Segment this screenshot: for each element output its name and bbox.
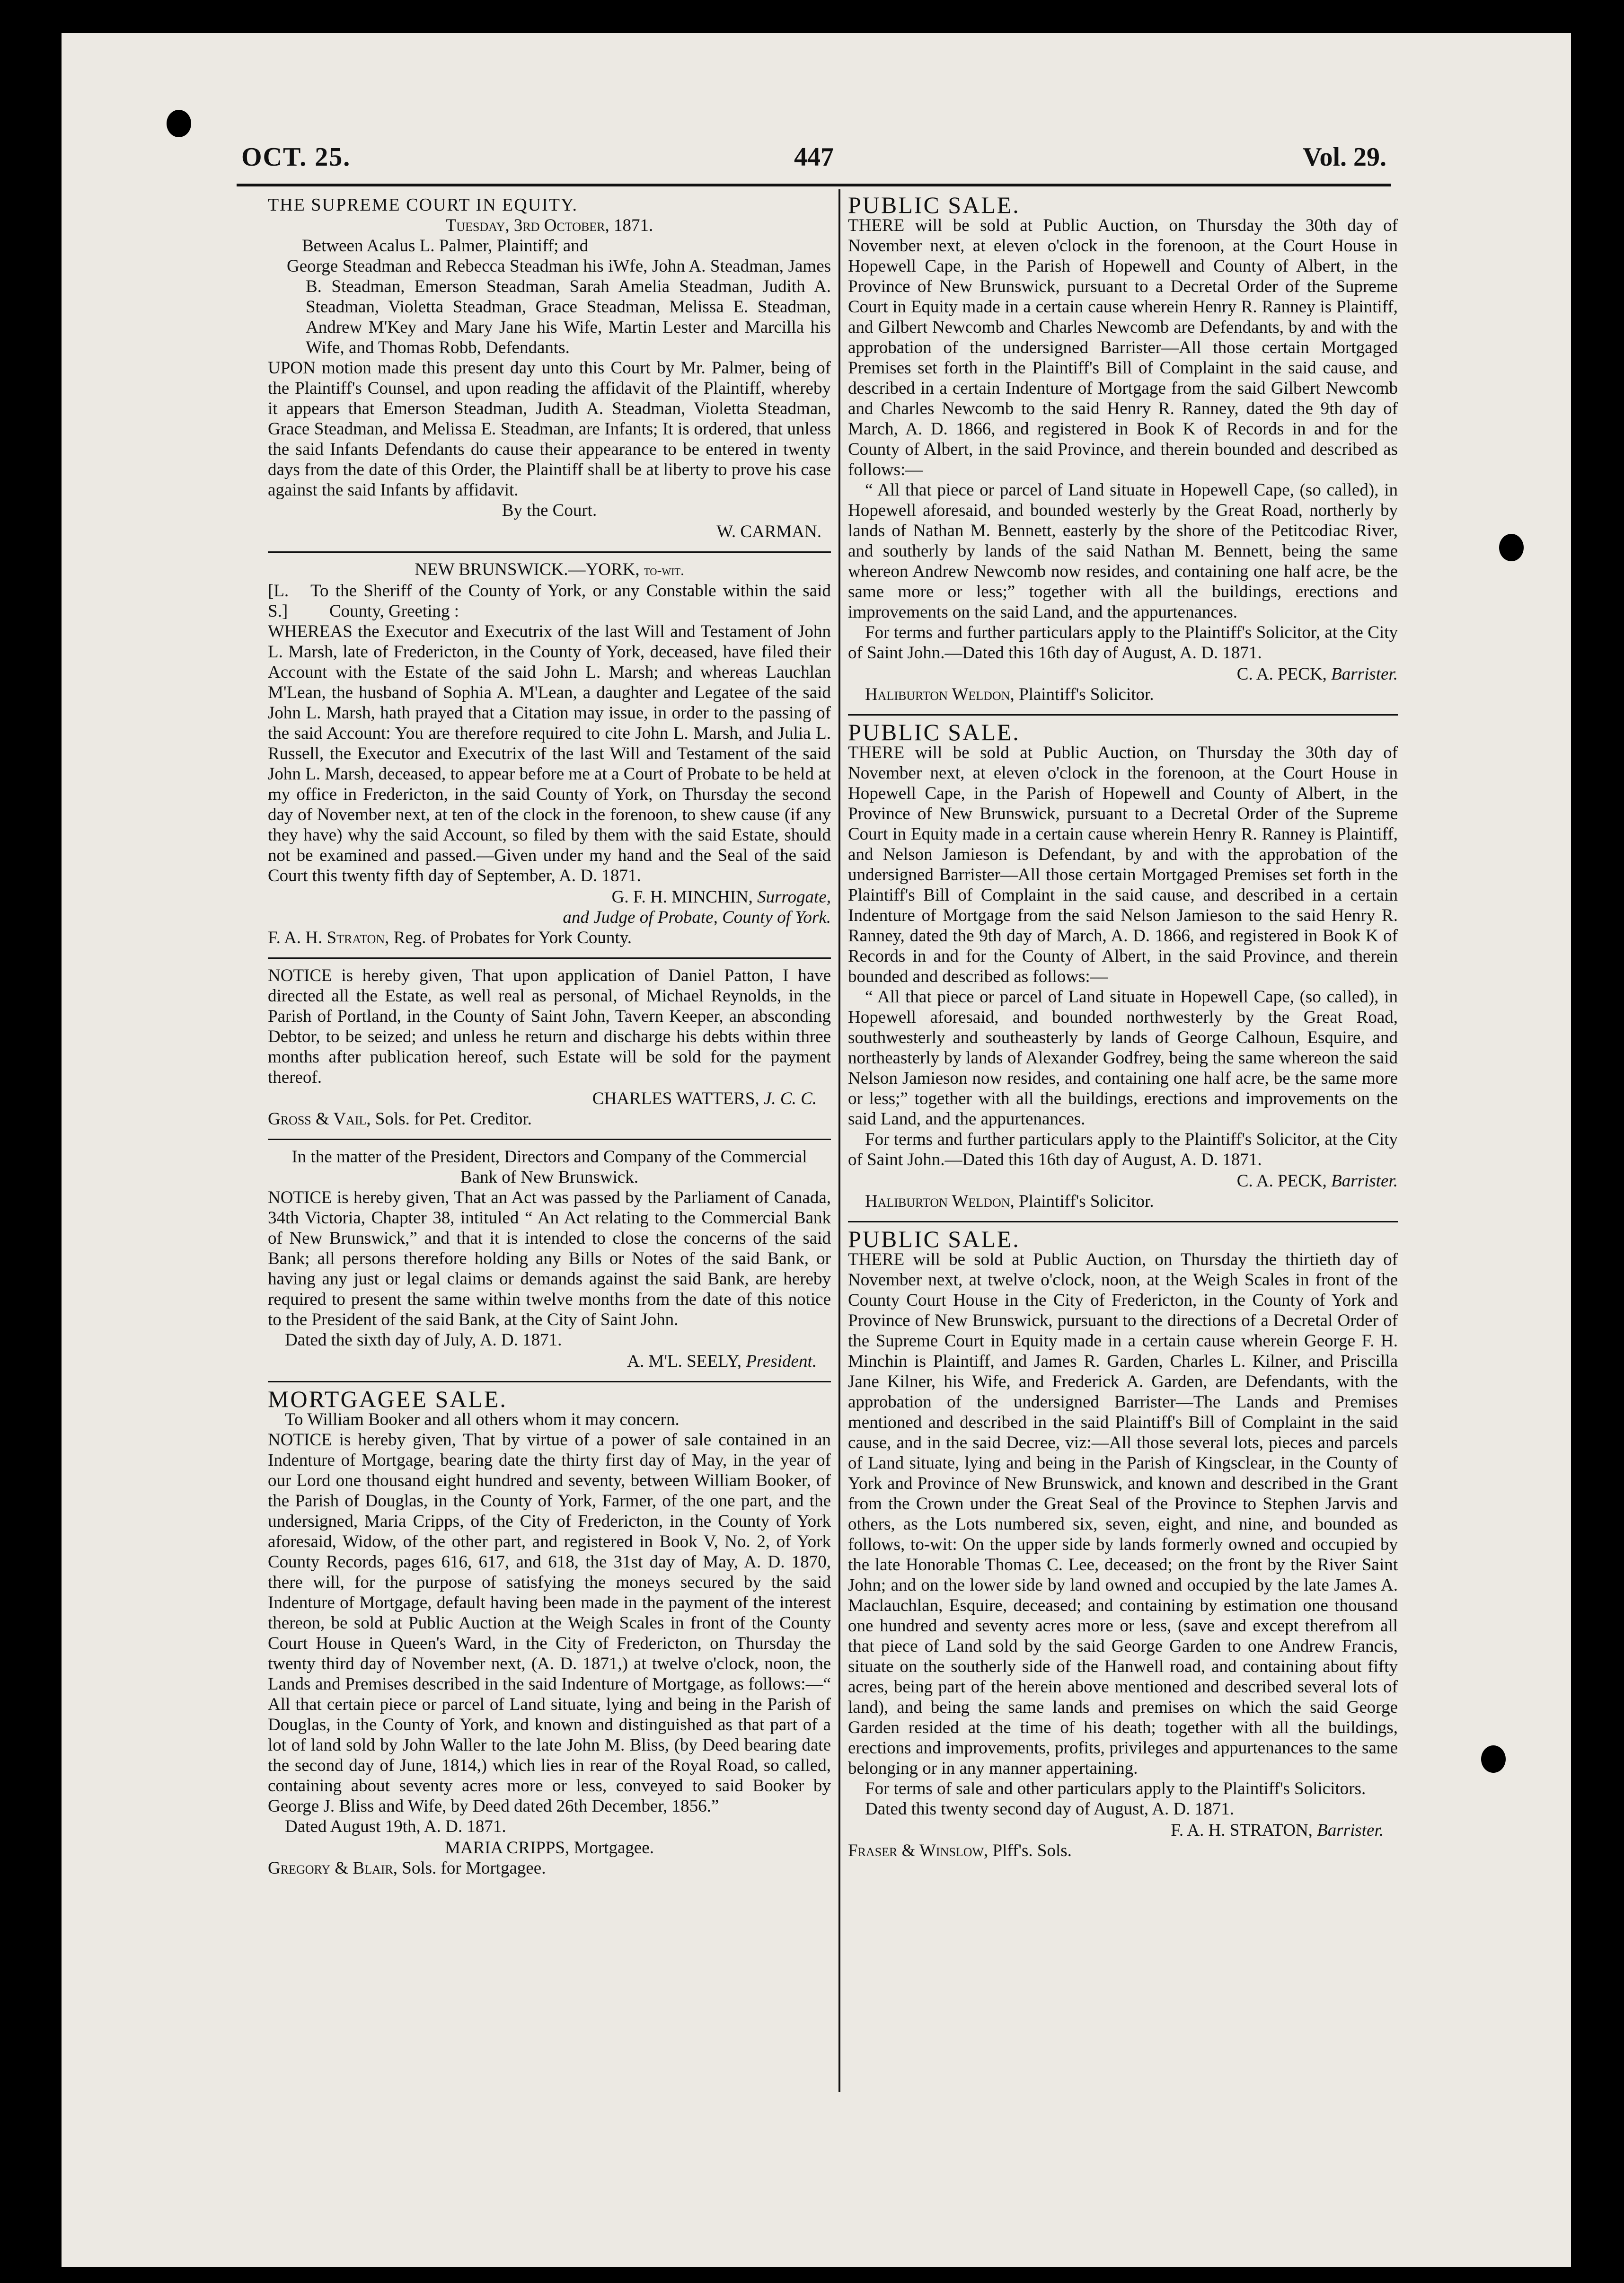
york-citation	[268, 559, 831, 948]
mortgagee-solicitors: Gregory & Blair, Sols. for Mortgagee.	[268, 1858, 546, 1878]
sale2-signer: C. A. PECK, Barrister.	[1236, 1171, 1398, 1191]
court-notice	[268, 195, 831, 542]
sale1-terms: For terms and further particulars apply to the Plaintiff's Solicitor, at the City of Saint John.—Dated this 16th day of August, A. D. 1871.	[848, 623, 1398, 663]
public-sale-1	[848, 192, 1398, 705]
seal-mark: [L. S.]	[268, 581, 289, 621]
divider	[268, 957, 831, 959]
sale2-terms: For terms and further particulars apply to the Plaintiff's Solicitor, at the City of Saint John.—Dated this 16th day of August, A. D. 1871.	[848, 1130, 1398, 1169]
york-registrar: F. A. H. Straton, Reg. of Probates for York County.	[268, 928, 632, 947]
mortgagee-sale	[268, 1386, 831, 1878]
sale1-title: PUBLIC SALE.	[848, 192, 1020, 218]
page-header	[241, 142, 1386, 185]
york-signer: G. F. H. MINCHIN, Surrogate,	[611, 887, 831, 907]
sale1-signer: C. A. PECK, Barrister.	[1236, 664, 1398, 684]
divider	[268, 551, 831, 553]
patton-solicitors: Gross & Vail, Sols. for Pet. Creditor.	[268, 1109, 532, 1129]
patton-signer: CHARLES WATTERS, J. C. C.	[592, 1089, 817, 1108]
court-by: By the Court.	[502, 501, 597, 520]
header-rule	[237, 184, 1391, 186]
sale1-body: THERE will be sold at Public Auction, on Thursday the 30th day of November next, at eleven o'clock in the forenoon, at the Court House in Hopewell Cape, in the Parish of Hopewell and County of Albert, in the Province of New Brunswick, pursuant to a Decretal Order of the Supreme Court in Equity made in a certain cause wherein Henry R. Ranney is Plaintiff, and Gilbert Newcomb and Charles Newcomb are Defendants, by and with the approbation of the undersigned Barrister—All those certain Mortgaged Premises set forth in the Plaintiff's Bill of Complaint in the said cause, and described in a certain Indenture of Mortgage from the said Gilbert Newcomb and Charles Newcomb to the said Henry R. Ranney, dated the 9th day of March, A. D. 1866, and registered in Book K of Records in and for the County of Albert, in the said Province, and therein bounded and described as follows:—	[848, 216, 1398, 479]
sale3-body: THERE will be sold at Public Auction, on Thursday the thirtieth day of November next, at twelve o'clock, noon, at the Weigh Scales in front of the County Court House in the City of Fredericton, in the County of York and Province of New Brunswick, pursuant to the directions of a Decretal Order of the Supreme Court in Equity made in a certain cause wherein George F. H. Minchin is Plaintiff, and James R. Garden, Charles L. Kilner, and Priscilla Jane Kilner, his Wife, and Frederick A. Garden, are Defendants, with the approbation of the undersigned Barrister—The Lands and Premises mentioned and described in the said Plaintiff's Bill of Complaint in the said cause, and in the said Decree, viz:—All those several lots, pieces and parcels of Land situate, lying and being in the Parish of Kingsclear, in the County of York and Province of New Brunswick, and known and described in the Grant from the Crown under the Great Seal of the Province to Stephen Jarvis and others, as the Lots numbered six, seven, eight, and nine, and bounded as follows, to-wit: On the upper side by lands formerly owned and occupied by the late Honorable Thomas C. Lee, deceased; on the front by the River Saint John; and on the lower side by land owned and occupied by the late James A. Maclauchlan, Esquire, deceased; and containing by estimation one thousand one hundred and seventy acres more or less, (save and except therefrom all that piece of Land sold by the said George Garden to one Andrew Francis, situate on the southerly side of the Hanwell road, and containing about fifty acres, being part of the herein above mentioned and described several lots of land), and being the same lands and premises on which the said George Garden resided at the time of his death; together with all the buildings, erections and improvements, profits, privileges and appurtenances to the same belonging or in any manner appertaining.	[848, 1250, 1398, 1778]
punch-hole-top-left	[167, 110, 191, 137]
york-signer-role: and Judge of Probate, County of York.	[563, 908, 831, 927]
mortgagee-dated: Dated August 19th, A. D. 1871.	[285, 1817, 506, 1836]
issue-date: OCT. 25.	[241, 142, 351, 172]
sale2-quote: “ All that piece or parcel of Land situate in Hopewell Cape, (so called), in Hopewell aforesaid, and bounded northwesterly by the Great Road, southwesterly and southeasterly by lands of George Calhoun, Esquire, and northeasterly by lands of Alexander Godfrey, being the same whereon the said Nelson Jamieson now resides, and containing one half acre, be the same more or less;” together with all the buildings, erections and improvements on the said Land, and the appurtenances.	[848, 987, 1398, 1129]
court-signer: W. CARMAN.	[716, 522, 821, 541]
court-parties-plaintiff: Between Acalus L. Palmer, Plaintiff; and	[302, 236, 589, 256]
divider	[268, 1381, 831, 1382]
court-parties-defendants: George Steadman and Rebecca Steadman his iWfe, John A. Steadman, James B. Steadman, Emerson Steadman, Sarah Amelia Steadman, Judith A. Steadman, Violetta Steadman, Grace Steadman, Melissa E. Steadman, Andrew M'Key and Mary Jane his Wife, Martin Lester and Marcilla his Wife, and Thomas Robb, Defendants.	[287, 257, 831, 357]
column-rule	[838, 189, 840, 2092]
sale2-title: PUBLIC SALE.	[848, 719, 1020, 745]
mortgagee-to: To William Booker and all others whom it may concern.	[285, 1410, 680, 1429]
bank-signer: A. M'L. SEELY, President.	[627, 1352, 817, 1371]
court-date: Tuesday, 3rd October, 1871.	[445, 216, 653, 235]
public-sale-2	[848, 719, 1398, 1212]
mortgagee-title: MORTGAGEE SALE.	[268, 1386, 507, 1412]
volume-number: Vol. 29.	[1303, 142, 1386, 172]
bank-notice	[268, 1147, 831, 1372]
sale2-body: THERE will be sold at Public Auction, on Thursday the 30th day of November next, at eleven o'clock in the forenoon, at the Court House in Hopewell Cape, in the Parish of Hopewell and County of Albert, in the Province of New Brunswick, pursuant to a Decretal Order of the Supreme Court in Equity made in a certain cause wherein Henry R. Ranney is Plaintiff, and Nelson Jamieson is Defendant, by and with the approbation of the undersigned Barrister—All those certain Mortgaged Premises set forth in the Plaintiff's Bill of Complaint in the said cause, and described in a certain Indenture of Mortgage from the said Nelson Jamieson to the said Henry R. Ranney, dated the 9th day of March, A. D. 1866, and registered in Book K of Records in and for the County of Albert, in the said Province, and therein bounded and described as follows:—	[848, 743, 1398, 986]
sale3-terms: For terms of sale and other particulars apply to the Plaintiff's Solicitors.	[865, 1779, 1366, 1798]
divider	[848, 714, 1398, 716]
patton-notice	[268, 965, 831, 1129]
patton-body: NOTICE is hereby given, That upon application of Daniel Patton, I have directed all the Estate, as well real as personal, of Michael Reynolds, in the Parish of Portland, in the County of Saint John, Tavern Keeper, an absconding Debtor, to be seized; and unless he return and discharge his debts within three months after publication hereof, such Estate will be sold for the payment thereof.	[268, 966, 831, 1087]
york-title: NEW BRUNSWICK.—YORK, to-wit.	[415, 560, 684, 579]
sale2-solicitor: Haliburton Weldon, Plaintiff's Solicitor.	[865, 1192, 1154, 1211]
bank-matter: In the matter of the President, Directors and Company of the Commercial Bank of New Brunswick.	[291, 1147, 807, 1187]
sale1-solicitor: Haliburton Weldon, Plaintiff's Solicitor.	[865, 685, 1154, 704]
sale3-signer: F. A. H. STRATON, Barrister.	[1171, 1821, 1384, 1840]
left-column	[268, 195, 831, 1881]
page-number: 447	[794, 142, 834, 172]
york-body: WHEREAS the Executor and Executrix of the last Will and Testament of John L. Marsh, late of Fredericton, in the County of York, deceased, have filed their Account with the Estate of the said John L. Marsh; and whereas Lauchlan M'Lean, the husband of Sophia A. M'Lean, a daughter and Legatee of the said John L. Marsh, hath prayed that a Citation may issue, in order to the passing of the said Account: You are therefore required to cite John L. Marsh, and Julia L. Russell, the Executor and Executrix of the last Will and Testament of the said John L. Marsh, deceased, to appear before me at a Court of Probate to be held at my office in Fredericton, in the said County of York, on Thursday the second day of November next, at ten of the clock in the forenoon, to shew cause (if any they have) why the said Account, so filed by them with the said Estate, should not be examined and passed.—Given under my hand and the Seal of the said Court this twenty fifth day of September, A. D. 1871.	[268, 622, 831, 885]
bank-dated: Dated the sixth day of July, A. D. 1871.	[285, 1330, 562, 1350]
mortgagee-signer: MARIA CRIPPS, Mortgagee.	[445, 1838, 654, 1858]
sale3-title: PUBLIC SALE.	[848, 1226, 1020, 1252]
divider	[268, 1139, 831, 1140]
court-body: UPON motion made this present day unto this Court by Mr. Palmer, being of the Plaintiff's Counsel, and upon reading the affidavit of the Plaintiff, whereby it appears that Emerson Steadman, Judith A. Steadman, Violetta Steadman, Grace Steadman, and Melissa E. Steadman, are Infants; It is ordered, that unless the said Infants Defendants do cause their appearance to be entered in twenty days from the date of this Order, the Plaintiff shall be at liberty to prove his case against the said Infants by affidavit.	[268, 358, 831, 500]
sale3-solicitors: Fraser & Winslow, Plff's. Sols.	[848, 1841, 1072, 1860]
york-address: [L. S.] To the Sheriff of the County of York, or any Constable within the said County, Greeting :	[268, 581, 831, 621]
punch-hole-right-upper	[1499, 534, 1524, 561]
sale1-quote: “ All that piece or parcel of Land situate in Hopewell Cape, (so called), in Hopewell aforesaid, and bounded westerly by the Great Road, northerly by lands of Nathan M. Bennett, easterly by the shore of the Petitcodiac River, and southerly by lands of the said Nathan M. Bennett, being the same whereon Andrew Newcomb now resides, and containing one half acre, be the same more or less;” together with all the buildings, erections and improvements on the said Land, and the appurtenances.	[848, 480, 1398, 622]
mortgagee-body: NOTICE is hereby given, That by virtue of a power of sale contained in an Indenture of Mortgage, bearing date the thirty first day of May, in the year of our Lord one thousand eight hundred and seventy, between William Booker, of the Parish of Douglas, in the County of York, Farmer, of the one part, and the undersigned, Maria Cripps, of the City of Fredericton, in the County of York aforesaid, Widow, of the other part, and registered in Book V, No. 2, of York County Records, pages 616, 617, and 618, the 31st day of May, A. D. 1870, there will, for the purpose of satisfying the moneys secured by the said Indenture of Mortgage, default having been made in the payment of the interest thereon, be sold at Public Auction at the Weigh Scales in front of the County Court House in Queen's Ward, in the City of Fredericton, on Thursday the twenty third day of November next, (A. D. 1871,) at twelve o'clock, noon, the Lands and Premises described in the said Indenture of Mortgage, as follows:—“ All that certain piece or parcel of Land situate, lying and being in the Parish of Douglas, in the County of York, and known and distinguished as that part of a lot of land sold by John Waller to the late John M. Bliss, (by Deed bearing date the second day of June, 1814,) which lies in rear of the Royal Road, so called, containing about seventy acres more or less, conveyed to said Booker by George J. Bliss and Wife, by Deed dated 26th December, 1856.”	[268, 1430, 831, 1816]
public-sale-3	[848, 1226, 1398, 1861]
right-column	[848, 192, 1398, 1864]
sale3-dated: Dated this twenty second day of August, A. D. 1871.	[865, 1799, 1234, 1819]
court-title: THE SUPREME COURT IN EQUITY.	[268, 195, 578, 215]
bank-body: NOTICE is hereby given, That an Act was passed by the Parliament of Canada, 34th Victoria, Chapter 38, intituled “ An Act relating to the Commercial Bank of New Brunswick,” and that it is intended to close the concerns of the said Bank; all persons therefore holding any Bills or Notes of the said Bank, or having any just or legal claims or demands against the said Bank, are hereby required to present the same within twelve months from the date of this notice to the President of the said Bank, at the City of Saint John.	[268, 1188, 831, 1329]
punch-hole-right-lower	[1481, 1745, 1506, 1773]
divider	[848, 1221, 1398, 1222]
